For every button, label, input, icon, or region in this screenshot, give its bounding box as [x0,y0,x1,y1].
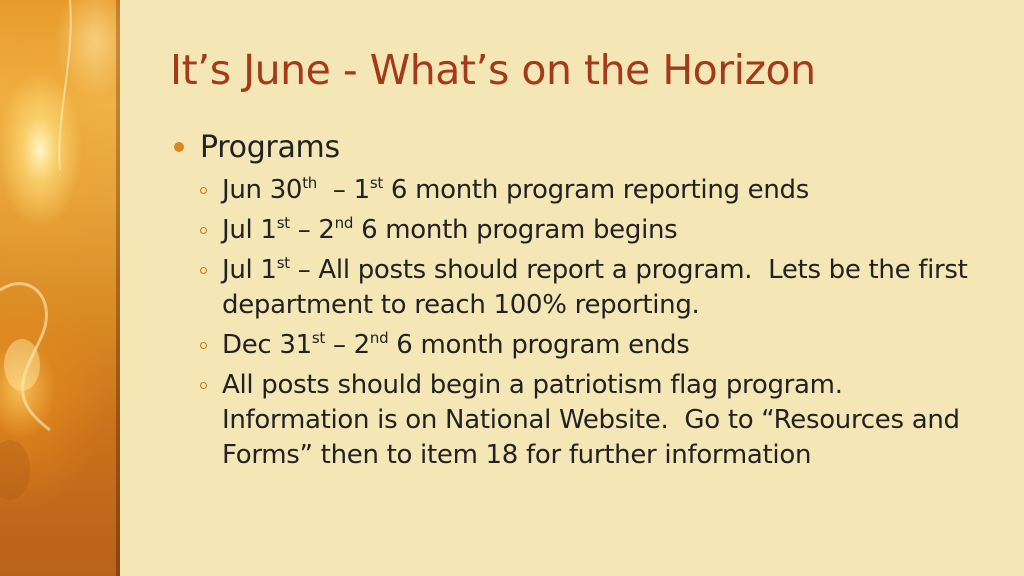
text: Jun 30 [222,175,303,205]
sub-bullet-jun30 [174,173,1004,208]
text: – 1 [316,175,370,205]
sub-bullet-jul1-report [174,253,1004,323]
bullet-label: Programs [200,130,340,165]
sub-bullet-ring-icon [200,227,207,234]
superscript: nd [334,214,354,232]
text: Dec 31 [222,330,312,360]
superscript: st [311,329,325,347]
text: 6 month program reporting ends [382,175,810,205]
text: 6 month program begins [353,215,678,245]
superscript: nd [369,329,389,347]
sub-bullet-dec31 [174,328,1004,363]
bullet-list [174,128,1004,473]
sub-bullet-ring-icon [200,382,207,389]
bullet-programs [174,128,1004,168]
superscript: th [302,174,317,192]
bullet-dot-icon [174,142,184,152]
text: – All posts should report a program. Lets be the first department to reach 100% reporting. [222,255,976,320]
sub-bullet-patriotism [174,368,1004,473]
text: Jul 1 [222,255,277,285]
text: 6 month program ends [388,330,690,360]
superscript: st [276,254,290,272]
text: Jul 1 [222,215,277,245]
text: – 2 [289,215,335,245]
sub-bullet-ring-icon [200,342,207,349]
filament-glow-icon [0,0,120,576]
text: All posts should begin a patriotism flag program. Information is on National Website. Go to “Resources and Forms” then to item 18 for further information [222,370,968,470]
slide-title: It’s June - What’s on the Horizon [170,46,816,94]
superscript: st [276,214,290,232]
lightbulb-image [0,0,120,576]
sub-bullet-ring-icon [200,267,207,274]
sub-bullet-ring-icon [200,187,207,194]
superscript: st [369,174,383,192]
sub-bullet-jul1-begins [174,213,1004,248]
text: – 2 [324,330,370,360]
